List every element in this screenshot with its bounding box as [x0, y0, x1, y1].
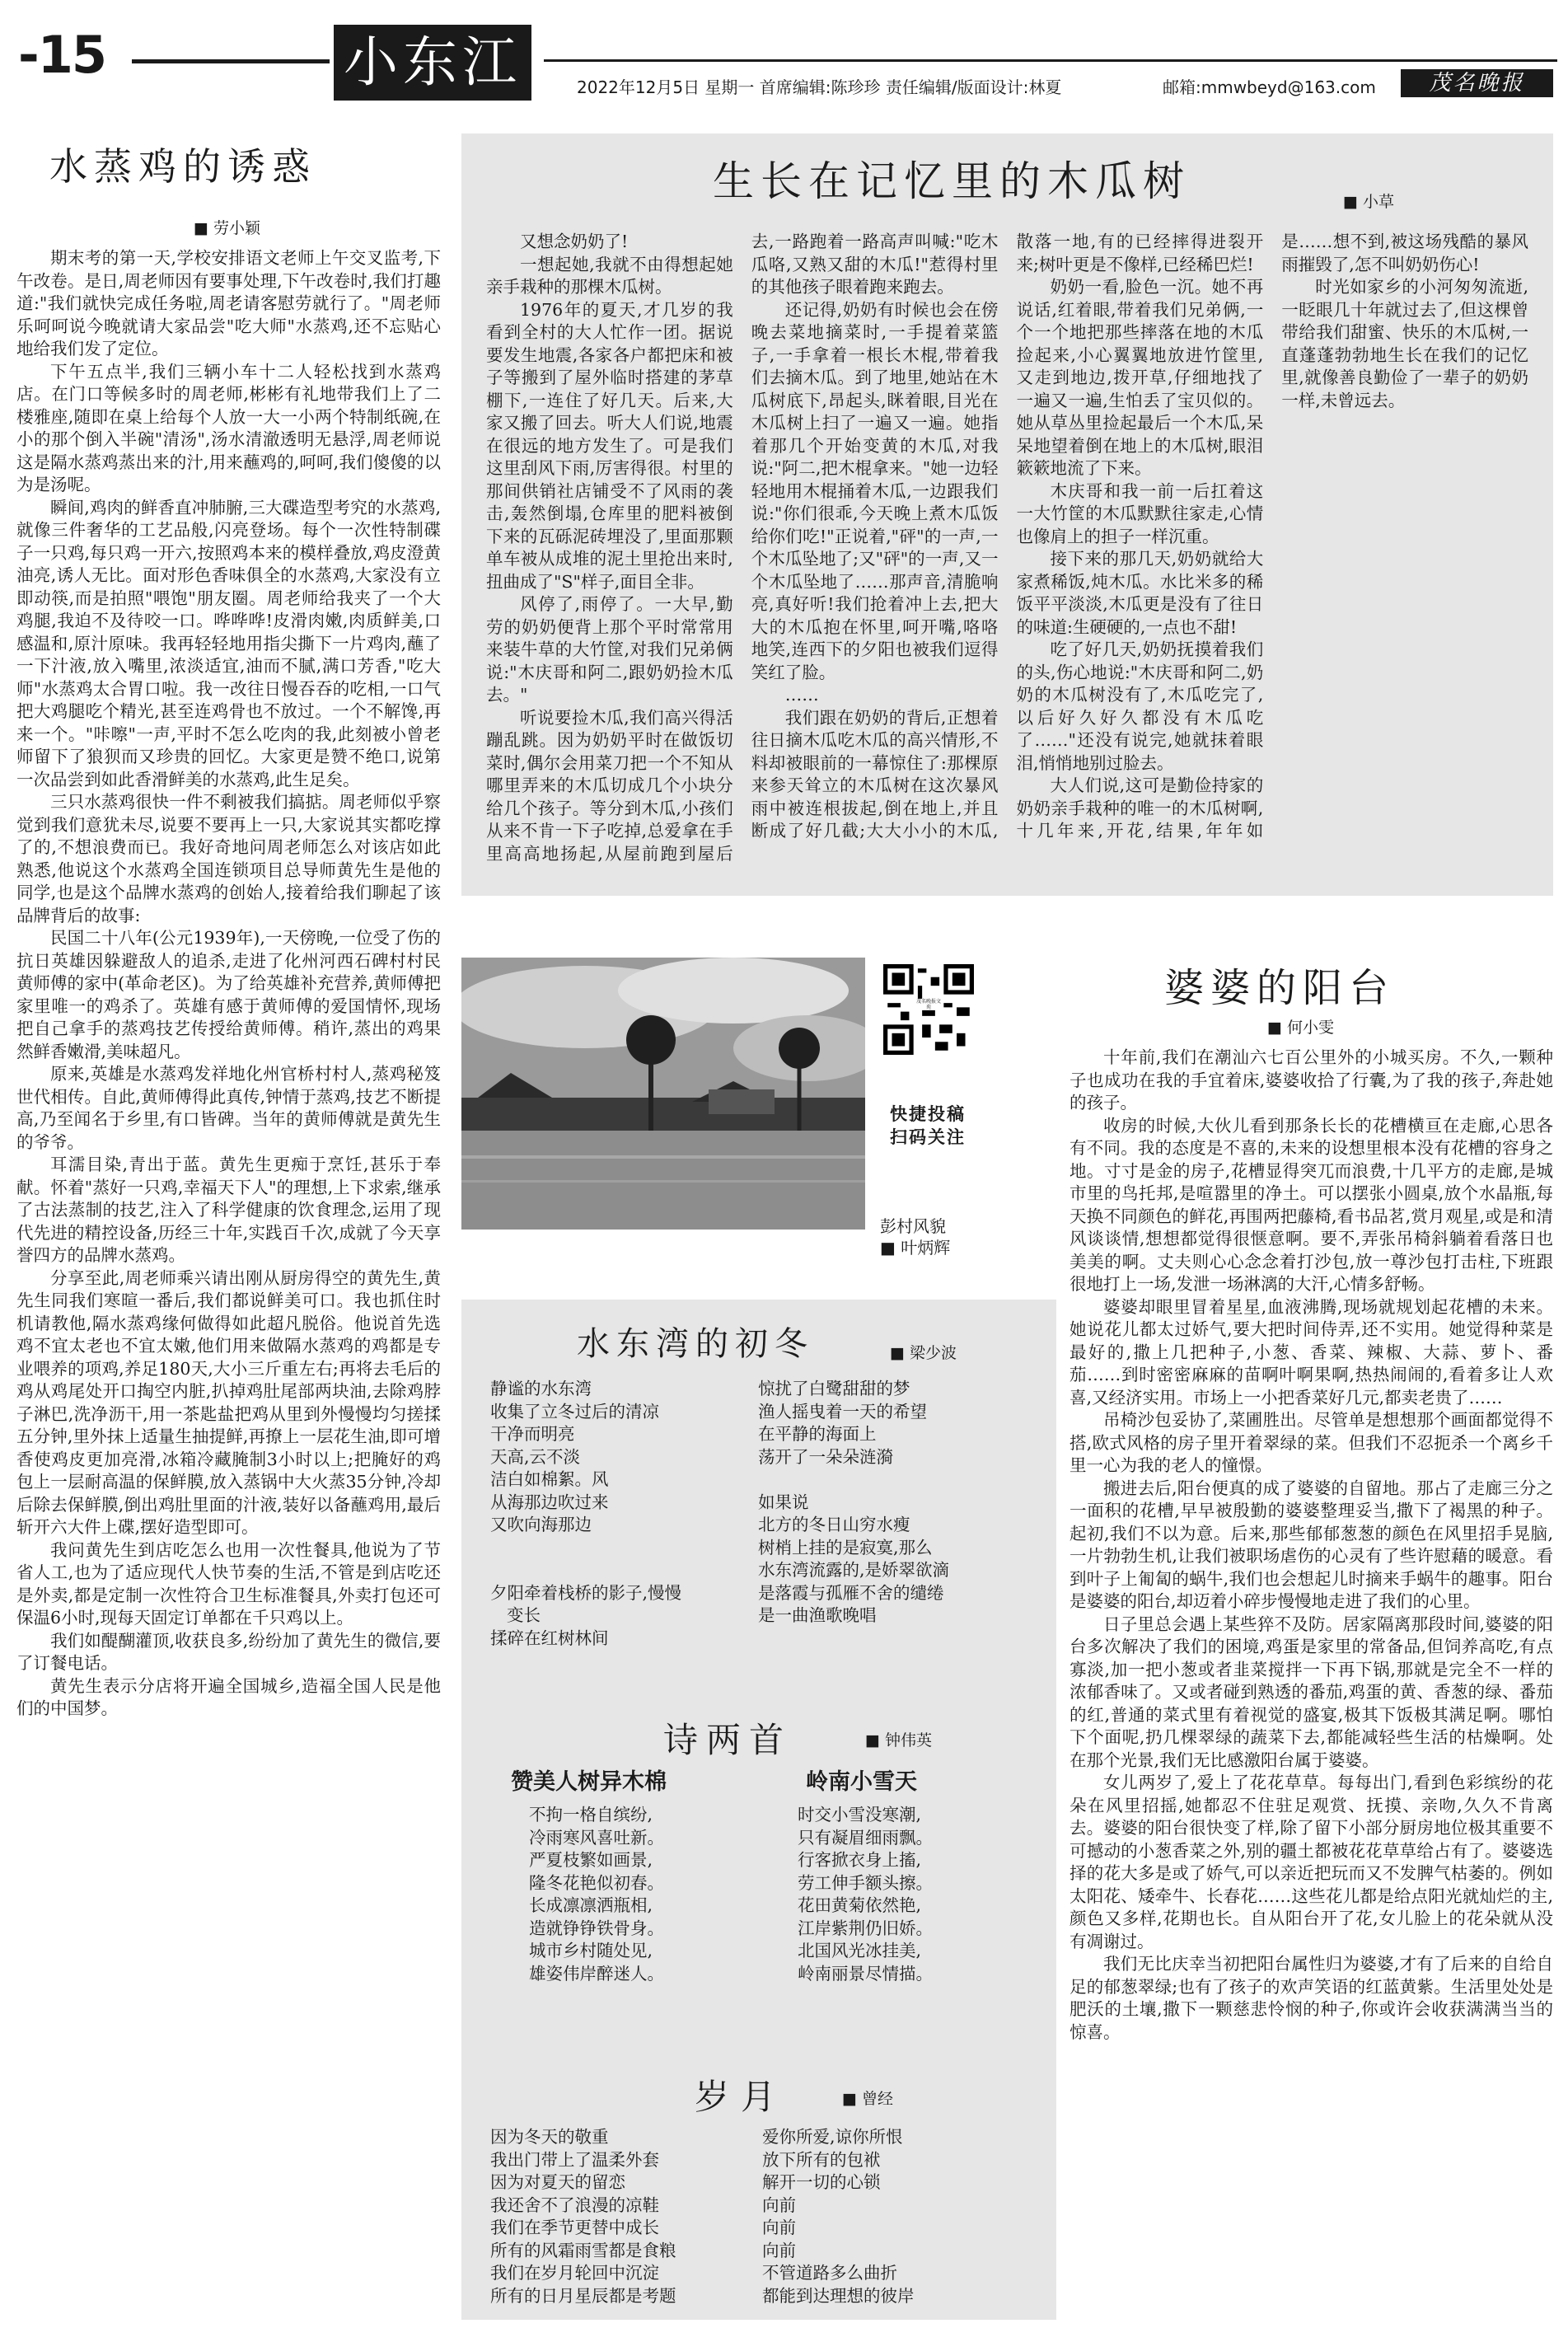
- paragraph: 搬进去后,阳台便真的成了婆婆的自留地。那占了走廊三分之一面积的花槽,早早被殷勤的婆婆整理妥当,撒下了褐黑的种子。起初,我们不以为意。后来,那些郁郁葱葱的颜色在风里招手晃脑,一片勃勃生机,让我们被职场虐伤的心灵有了些许慰藉的暖意。看到叶子上匍匐的蜗牛,我们也会想起儿时摘来手蜗牛的趣事。阳台是婆婆的阳台,却迈着小碎步慢慢地走进了我们的心里。: [1070, 1478, 1553, 1611]
- qr-label-submit: 快捷投稿: [890, 1104, 966, 1124]
- paragraph: 期末考的第一天,学校安排语文老师上午交叉监考,下午改卷。是日,周老师因有要事处理,下午改卷时,我们打趣道:"我们就快完成任务啦,周老请客慰劳就行了。"周老师乐呵呵说今晚就请大家品尝"吃大师"水蒸鸡,还不忘贴心地给我们发了定位。: [16, 248, 441, 358]
- article-body: [486, 231, 1528, 886]
- poem-line: 从海那边吹过来: [490, 1492, 609, 1512]
- header-email: 邮箱:mmwbeyd@163.com: [1163, 77, 1376, 97]
- article-title: 水蒸鸡的诱惑: [49, 144, 316, 189]
- poem-column-left: [490, 2126, 762, 2307]
- poem-column-right: [798, 1804, 1012, 1985]
- paragraph: 三只水蒸鸡很快一件不剩被我们搞掂。周老师似乎察觉到我们意犹未尽,说要不要再上一只,大家说其实都吃撑了的,不想浪费而已。我好奇地问周老师怎么对该店如此熟悉,他说这个水蒸鸡全国连锁项目总导师黄先生是他的同学,也是这个品牌水蒸鸡的创始人,接着给我们聊起了该品牌背后的故事:: [16, 792, 441, 925]
- page-header: [0, 0, 1568, 124]
- paragraph: 又想念奶奶了!: [520, 232, 629, 251]
- poem-line: 我出门带上了温柔外套: [490, 2149, 659, 2170]
- poem-line: 花田黄菊依然艳,: [798, 1895, 922, 1915]
- paragraph: 1976年的夏天,才几岁的我看到全村的大人忙作一团。据说要发生地震,各家各户都把床和被子等搬到了屋外临时搭建的茅草棚下,一连住了好几天。后来,大家又搬了回去。听大人们说,地震在很远的地方发生了。可是我们这里刮风下雨,厉害得很。村里的那间供销社店铺受不了风雨的袭击,轰然倒塌,仓库里的肥料被倒下来的瓦砾泥砖埋没了,里面那颗单车被从成堆的泥土里抢出来时,扭曲成了"S"样子,面目全非。: [486, 299, 733, 592]
- paragraph: 大人们说,这可是勤俭持家的奶奶亲手栽种的唯一的木瓜树啊,十几年来,开花,结果,年年如是……想不到,被这场残酷的暴风雨摧毁了,怎不叫奶奶伤心!: [1016, 232, 1528, 841]
- article-body: [1070, 1047, 1553, 2044]
- paragraph: 分享至此,周老师乘兴请出刚从厨房得空的黄先生,黄先生同我们寒暄一番后,我们都说鲜美可口。我也抓住时机请教他,隔水蒸鸡缘何做得如此超凡脱俗。他说首先选鸡不宜太老也不宜太嫩,他们用来做隔水蒸鸡的鸡都是专业喂养的项鸡,养足180天,大小三斤重左右;再将去毛后的鸡从鸡尾处开口掏空内脏,扒掉鸡肚尾部两块油,去除鸡脖子淋巴,洗净沥干,用一茶匙盐把鸡从里到外慢慢均匀搓揉五分钟,里外抹上适量生抽提鲜,再撩上一层花生油,即可增香使鸡皮更加亮滑,冰箱冷藏腌制3小时以上;把腌好的鸡包上一层耐高温的保鲜膜,放入蒸锅中大火蒸35分钟,冷却后除去保鲜膜,倒出鸡肚里面的汁液,装好以备蘸鸡用,最后斩开六大件上碟,摆好造型即可。: [16, 1267, 441, 1537]
- poem-line: 不拘一格自缤纷,: [529, 1805, 653, 1824]
- paragraph: 婆婆却眼里冒着星星,血液沸腾,现场就规划起花槽的未来。她说花儿都太过娇气,要大把时间侍弄,还不实用。她觉得种菜是最好的,撒上几把种子,小葱、香菜、辣椒、大蒜、萝卜、番茄……到时密密麻麻的苗啊叶啊果啊,热热闹闹的,看着多让人欢喜,又经济实用。市场上一小把香菜好几元,都卖老贵了……: [1070, 1296, 1553, 1408]
- poem-column-left: [529, 1804, 743, 1985]
- poem-line: 城市乡村随处见,: [529, 1941, 653, 1960]
- poem-line: 夕阳牵着栈桥的影子,慢慢: [490, 1582, 682, 1603]
- paragraph: 收房的时候,大伙儿看到那条长长的花槽横亘在走廊,心思各有不同。我的态度是不喜的,未来的设想里根本没有花槽的容身之地。寸寸是金的房子,花槽显得突兀而浪费,十几平方的走廊,是城市里的鸟托邦,是喧嚣里的净土。可以摆张小圆桌,放个水晶瓶,每天换不同颜色的鲜花,再围两把藤椅,看书品茗,赏月观星,或是和清风谈谈情,想想都觉得很惬意啊。要不,弄张吊椅斜躺着看落日也美美的啊。丈夫则心心念念着打沙包,放一尊沙包打击柱,下班跟很地打上一场,发泄一场淋漓的大汗,心情多舒畅。: [1070, 1115, 1553, 1294]
- poem-line: 只有凝眉细雨飘。: [798, 1827, 933, 1848]
- poem-line: 水东湾流露的,是娇翠欲滴: [758, 1560, 950, 1580]
- paragraph: 吃了好几天,奶奶抚摸着我们的头,伤心地说:"木庆哥和阿二,奶奶的木瓜树没有了,木瓜吃完了,以后好久好久都没有木瓜吃了……"还没有说完,她就抹着眼泪,悄悄地别过脸去。: [1016, 639, 1264, 773]
- paragraph: 瞬间,鸡肉的鲜香直冲肺腑,三大碟造型考究的水蒸鸡,就像三件奢华的工艺品般,闪亮登场。每个一次性特制碟子一只鸡,每只鸡一开六,按照鸡本来的模样叠放,鸡皮澄黄油亮,诱人无比。面对形色香味俱全的水蒸鸡,大家没有立即动筷,而是拍照"喂饱"朋友圈。周老师给我夹了一个大鸡腿,我迫不及待咬一口。哗哗哗!皮滑肉嫩,肉质鲜美,口感温和,原汁原味。我再轻轻地用指尖撕下一片鸡肉,蘸了一下汁液,放入嘴里,浓淡适宜,油而不腻,满口芳香,"吃大师"水蒸鸡太合胃口啦。我一改往日慢吞吞的吃相,一口气把大鸡腿吃个精光,甚至连鸡骨也不放过。一个不解馋,再来一个。"咔嚓"一声,平时不怎么吃肉的我,此刻被小曾老师留下了狼狈而又珍贵的回忆。大家更是赞不绝口,说第一次品尝到如此香滑鲜美的水蒸鸡,此生足矣。: [16, 497, 441, 789]
- poem-line: 放下所有的包袱: [762, 2149, 881, 2170]
- qr-center-text: 茂名晚报文苑: [916, 999, 942, 1010]
- paragraph: 奶奶一看,脸色一沉。她不再说话,红着眼,带着我们兄弟俩,一个一个地把那些摔落在地的木瓜捡起来,小心翼翼地放进竹筐里,又走到地边,拨开草,仔细地找了一遍又一遍,生怕丢了宝贝似的。她从草丛里捡起最后一个木瓜,呆呆地望着倒在地上的木瓜树,眼泪簌簌地流了下来。: [1016, 277, 1264, 478]
- poem-line: 江岸紫荆仍旧娇。: [798, 1918, 933, 1938]
- poem-line: 冷雨寒风喜吐新。: [529, 1827, 664, 1848]
- section-name: 小东江: [334, 25, 531, 101]
- paragraph: 日子里总会遇上某些猝不及防。居家隔离那段时间,婆婆的阳台多次解决了我们的困境,鸡蛋是家里的常备品,但饲养高吃,有点寡淡,加一把小葱或者韭菜搅拌一下再下锅,那就是完全不一样的浓郁香味了。又或者碰到熟透的番茄,鸡蛋的黄、香葱的绿、番茄的红,普通的菜式里有着视觉的盛宴,极其下饭极其满足啊。哪怕下个面呢,扔几棵翠绿的蔬菜下去,都能减轻些生活的枯燥啊。处在那个光景,我们无比感激阳台属于婆婆。: [1070, 1614, 1553, 1770]
- header-rule-left: [132, 59, 330, 63]
- article-byline: ■ 何小雯: [1267, 1019, 1334, 1037]
- paragraph: 我们跟在奶奶的背后,正想着往日摘木瓜吃木瓜的高兴情形,不料却被眼前的一幕惊住了:那棵原来参天耸立的木瓜树在这次暴风雨中被连根拔起,倒在地上,并且断成了好几截;大大小小的木瓜,散落一地,有的已经摔得进裂开来;树叶更是不像样,已经稀巴烂!: [751, 232, 1264, 841]
- paragraph: 接下来的那几天,奶奶就给大家煮稀饭,炖木瓜。水比米多的稀饭平平淡淡,木瓜更是没有了往日的味道:生硬硬的,一点也不甜!: [1016, 549, 1264, 637]
- poem-line: 向前: [762, 2218, 796, 2237]
- poem-line: 时交小雪没寒潮,: [798, 1805, 922, 1824]
- poem-column-right: [758, 1378, 1038, 1628]
- poem-line: 又吹向海那边: [490, 1515, 592, 1534]
- poem-line: 收集了立冬过后的清凉: [490, 1401, 659, 1422]
- photo-caption-author: ■ 叶炳辉: [880, 1238, 951, 1258]
- poem-line: 造就铮铮铁骨身。: [529, 1918, 664, 1938]
- poem-line: 隆冬花艳似初春。: [529, 1872, 664, 1893]
- poem-line: 因为冬天的敬重: [490, 2127, 609, 2147]
- poem-line: 干净而明亮: [490, 1424, 575, 1444]
- poem-line: 爱你所爱,谅你所恨: [762, 2127, 903, 2147]
- poems-panel: [461, 1300, 1056, 2320]
- poem-column-right: [762, 2126, 1034, 2307]
- poem-subtitle: 岭南小雪天: [806, 1769, 917, 1795]
- paragraph: 我问黄先生到店吃怎么也用一次性餐具,他说为了节省人工,也为了适应现代人快节奏的生活,不管是到店吃还是外卖,都是定制一次性符合卫生标准餐具,外卖打包还可保温6小时,现每天固定订单都在千只鸡以上。: [16, 1539, 441, 1628]
- poem-subtitle: 赞美人树异木棉: [511, 1769, 667, 1795]
- paragraph: 风停了,雨停了。一大早,勤劳的奶奶便背上那个平时常常用来装牛草的大竹筐,对我们兄弟俩说:"木庆哥和阿二,跟奶奶捡木瓜去。": [486, 594, 733, 705]
- poem-line: 变长: [507, 1605, 541, 1625]
- poem-line: 是一曲渔歌晚唱: [758, 1605, 877, 1625]
- poem-line: 因为对夏天的留恋: [490, 2172, 625, 2192]
- poem-line: 静谧的水东湾: [490, 1379, 592, 1398]
- paragraph: ……: [784, 685, 819, 705]
- page-number: -15: [18, 25, 106, 85]
- poem-line: [490, 1537, 762, 1560]
- photo-block: [461, 956, 1055, 1258]
- article-water-steamed-chicken: [16, 132, 441, 2320]
- poem-line: 我还舍不了浪漫的凉鞋: [490, 2195, 659, 2215]
- paragraph: 黄先生表示分店将开遍全国城乡,造福全国人民是他们的中国梦。: [16, 1675, 441, 1718]
- paragraph: 下午五点半,我们三辆小车十二人轻松找到水蒸鸡店。在门口等候多时的周老师,彬彬有礼地带我们上了二楼雅座,随即在桌上给每个人放一大一小两个特制纸碗,在小的那个倒入半碗"清汤",汤水清澈透明无悬浮,周老师说这是隔水蒸鸡蒸出来的汁,用来蘸鸡的,呵呵,我们傻傻的以为是汤呢。: [16, 361, 441, 494]
- poem-line: 我们在季节更替中成长: [490, 2218, 659, 2237]
- poem-line: 所有的日月星辰都是考题: [490, 2285, 676, 2306]
- article-mother-in-law-balcony: [1070, 956, 1553, 2320]
- header-rule-right: [544, 59, 1557, 62]
- poem-line: 向前: [762, 2240, 796, 2260]
- poem-line: 长成凛凛洒瓶相,: [529, 1895, 653, 1915]
- poem-line: 都能到达理想的彼岸: [762, 2285, 915, 2306]
- poem-line: 洁白如棉絮。风: [490, 1469, 609, 1489]
- paragraph: 耳濡目染,青出于蓝。黄先生更痴于烹饪,甚乐于奉献。怀着"蒸好一只鸡,幸福天下人"的理想,上下求索,继承了古法蒸制的技艺,注入了科学健康的饮食理念,运用了现代先进的精控设备,历经三十年,实践百千次,成就了今天享誉四方的品牌水蒸鸡。: [16, 1155, 441, 1265]
- poem-line: 惊扰了白鹭甜甜的梦: [758, 1379, 910, 1398]
- poem-line: [758, 1468, 1038, 1492]
- poem-column-left: [490, 1378, 762, 1650]
- poem-line: 是落霞与孤雁不舍的缱绻: [758, 1582, 944, 1603]
- poem-byline: ■ 钟伟英: [865, 1731, 932, 1750]
- poem-line: 向前: [762, 2195, 796, 2215]
- poem-title: 水东湾的初冬: [577, 1325, 814, 1363]
- paragraph: 女儿两岁了,爱上了花花草草。每每出门,看到色彩缤纷的花朵在风里招摇,她都忍不住驻足观赏、抚摸、亲吻,久久不肯离去。婆婆的阳台很快变了样,除了留下小部分厨房地位极其重要不可撼动的小葱香菜之外,别的疆土都被花花草草给占有了。婆婆选择的花大多是或了娇气,可以亲近把玩而又不发脾气枯萎的。例如太阳花、矮牵牛、长春花……这些花儿都是给点阳光就灿烂的主,颜色又多样,花期也长。自从阳台开了花,女儿脸上的花朵就从没有凋谢过。: [1070, 1773, 1553, 1951]
- paragraph: 我们如醍醐灌顶,收获良多,纷纷加了黄先生的微信,要了订餐电话。: [16, 1630, 441, 1673]
- article-body: [16, 247, 441, 1721]
- poem-line: 在平静的海面上: [758, 1424, 877, 1444]
- qr-label-follow: 扫码关注: [890, 1127, 966, 1147]
- poem-line: 渔人摇曳着一天的希望: [758, 1401, 927, 1422]
- poem-line: 北国风光冰挂美,: [798, 1941, 922, 1960]
- poem-line: 所有的风霜雨雪都是食粮: [490, 2240, 676, 2260]
- paragraph: 我们无比庆幸当初把阳台属性归为婆婆,才有了后来的自给自足的郁葱翠绿;也有了孩子的欢声笑语的红蓝黄紫。生活里处处是肥沃的土壤,撒下一颗慈悲怜悯的种子,你或许会收获满满当当的惊喜。: [1070, 1954, 1553, 2042]
- poem-line: 解开一切的心锁: [762, 2172, 881, 2192]
- photo-caption-title: 彭村风貌: [880, 1216, 946, 1236]
- paragraph: 一想起她,我就不由得想起她亲手栽种的那棵木瓜树。: [486, 254, 733, 297]
- article-papaya-tree: [461, 133, 1553, 896]
- poem-title: 诗两首: [663, 1720, 793, 1760]
- poem-byline: ■ 梁少波: [890, 1344, 957, 1362]
- paragraph: 原来,英雄是水蒸鸡发祥地化州官桥村村人,蒸鸡秘笈世代相传。自此,黄师傅得此真传,钟情于蒸鸡,技艺不断提高,乃至闻名于乡里,有口皆碑。当年的黄师傅就是黄先生的爷爷。: [16, 1064, 441, 1152]
- poem-line: 揉碎在红树林间: [490, 1628, 609, 1648]
- article-title: 婆婆的阳台: [1164, 965, 1396, 1011]
- poem-title: 岁月: [695, 2077, 788, 2117]
- poem-line: 荡开了一朵朵涟漪: [758, 1446, 893, 1467]
- poem-line: 我们在岁月轮回中沉淀: [490, 2263, 659, 2283]
- paragraph: 吊椅沙包妥协了,菜圃胜出。尽管单是想想那个画面都觉得不搭,欧式风格的房子里开着翠绿的菜。但我们不忍扼杀一个离乡千里一心为我的老人的憧憬。: [1070, 1410, 1553, 1475]
- paragraph: 还记得,奶奶有时候也会在傍晚去菜地摘菜时,一手提着菜篮子,一手拿着一根长木棍,带着我们去摘木瓜。到了地里,她站在木瓜树底下,昂起头,眯着眼,目光在木瓜树上扫了一遍又一遍。她指着那几个开始变黄的木瓜,对我说:"阿二,把木棍拿来。"她一边轻轻地用木棍捅着木瓜,一边跟我们说:"你们很乖,今天晚上煮木瓜饭给你们吃!"正说着,"砰"的一声,一个木瓜坠地了;又"砰"的一声,又一个木瓜坠地了……那声音,清脆响亮,真好听!我们抢着冲上去,把大大的木瓜抱在怀里,呵开嘴,咯咯地笑,连西下的夕阳也被我们逗得笑红了脸。: [751, 299, 999, 682]
- newspaper-logo: 茂名晚报: [1401, 69, 1553, 97]
- poem-line: 如果说: [758, 1492, 809, 1512]
- paragraph: 十年前,我们在潮汕六七百公里外的小城买房。不久,一颗种子也成功在我的手宜着床,婆婆收拾了行囊,为了我的孩子,奔赴她的孩子。: [1070, 1047, 1553, 1112]
- poem-line: [490, 1559, 762, 1582]
- poem-line: 岭南丽景尽情描。: [798, 1963, 933, 1984]
- paragraph: 木庆哥和我一前一后扛着这一大竹筐的木瓜默默往家走,心情也像肩上的担子一样沉重。: [1016, 480, 1264, 546]
- poem-line: 树梢上挂的是寂寞,那么: [758, 1537, 933, 1557]
- poem-line: 不管道路多么曲折: [762, 2263, 897, 2283]
- poem-line: 严夏枝繁如画景,: [529, 1850, 653, 1870]
- paragraph: 听说要捡木瓜,我们高兴得活蹦乱跳。因为奶奶平时在做饭切菜时,偶尔会用菜刀把一个不知从哪里弄来的木瓜切成几个小块分给几个孩子。等分到木瓜,小孩们从来不肯一下子吃掉,总爱拿在手里高高地扬起,从屋前跑到屋后去,一路跑着一路高声叫喊:"吃木瓜咯,又熟又甜的木瓜!"惹得村里的其他孩子眼着跑来跑去。: [486, 232, 999, 864]
- poem-line: 北方的冬日山穷水瘦: [758, 1515, 910, 1534]
- paragraph: 时光如家乡的小河匆匆流逝,一眨眼几十年就过去了,但这棵曾带给我们甜蜜、快乐的木瓜树,一直蓬蓬勃勃地生长在我们的记忆里,就像善良勤俭了一辈子的奶奶一样,未曾远去。: [1281, 277, 1528, 410]
- poem-line: 劳工伸手额头擦。: [798, 1872, 933, 1893]
- article-title: 生长在记忆里的木瓜树: [713, 157, 1191, 205]
- header-info: 2022年12月5日 星期一 首席编辑:陈珍珍 责任编辑/版面设计:林夏: [577, 77, 1062, 97]
- poem-line: 雄姿伟岸醉迷人。: [529, 1963, 664, 1984]
- poem-byline: ■ 曾经: [842, 2090, 893, 2108]
- paragraph: 民国二十八年(公元1939年),一天傍晚,一位受了伤的抗日英雄因躲避敌人的追杀,走进了化州河西石碑村村民黄师傅的家中(革命老区)。为了给英雄补充营养,黄师傅把家里唯一的鸡杀了。英雄有感于黄师傅的爱国情怀,现场把自己拿手的蒸鸡技艺传授给黄师傅。稍许,蒸出的鸡果然鲜香嫩滑,美味超凡。: [16, 928, 441, 1061]
- poem-line: 行客掀衣身上搐,: [798, 1850, 922, 1870]
- photo-village-landscape: [461, 958, 865, 1230]
- article-byline: ■ 小草: [1343, 193, 1394, 211]
- article-byline: ■ 劳小颖: [194, 219, 260, 237]
- poem-line: 天高,云不淡: [490, 1446, 581, 1467]
